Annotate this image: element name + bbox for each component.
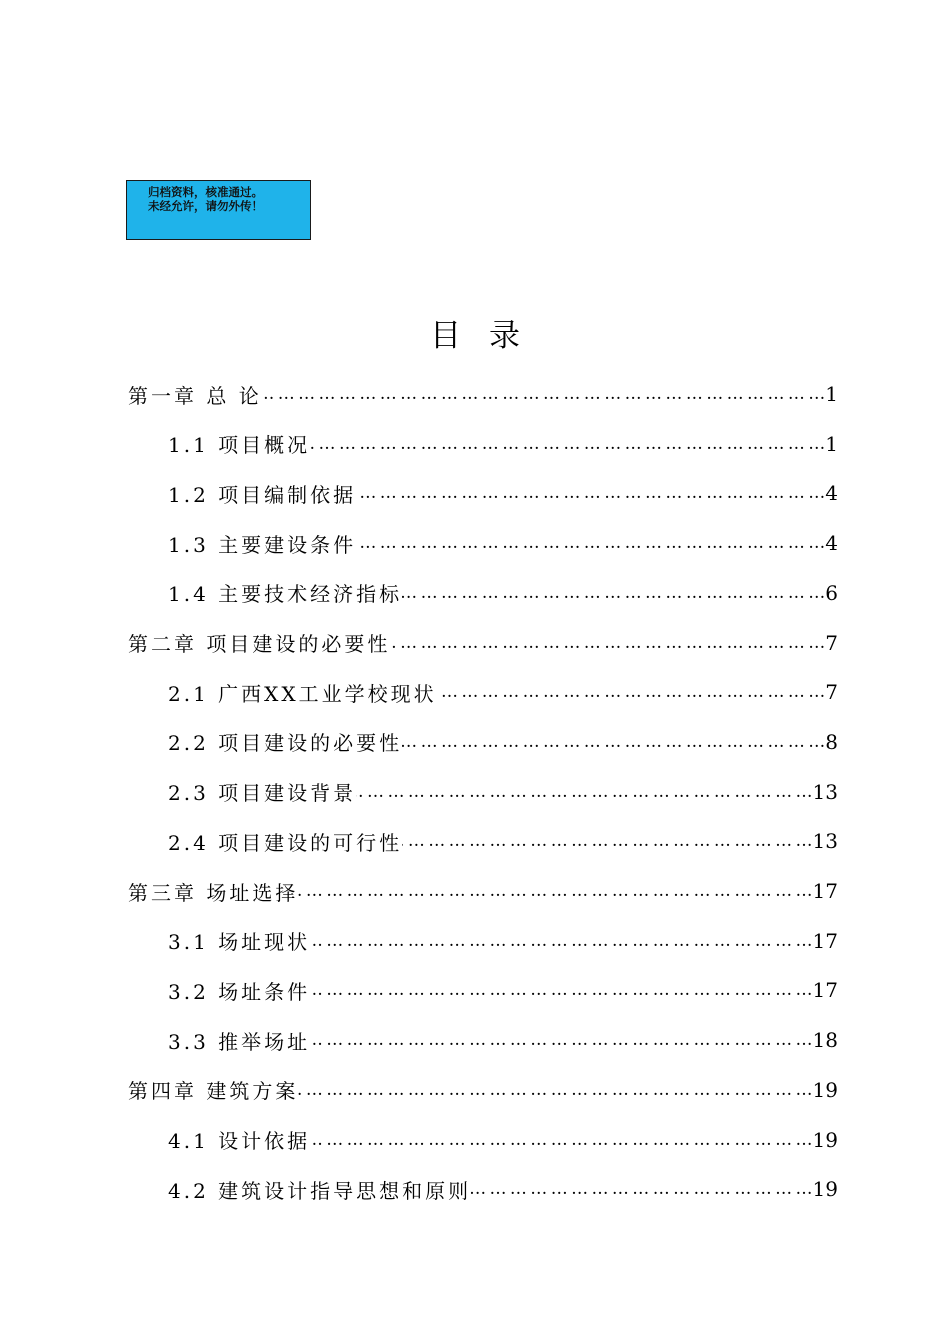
toc-section-entry[interactable] — [168, 1020, 838, 1060]
toc-entry-label: 2.4 项目建设的可行性 — [168, 830, 403, 855]
toc-entry-label: 1.1 项目概况 — [168, 433, 311, 458]
toc-dot-leader — [402, 722, 824, 762]
toc-entry-label: 3.3 推举场址 — [168, 1029, 311, 1054]
toc-dot-leader — [356, 473, 824, 513]
toc-dot-leader — [262, 374, 825, 414]
toc-entry-label: 第一章 总 论 — [128, 383, 262, 408]
toc-dot-leader — [310, 1020, 811, 1060]
toc-page-number: 1 — [825, 431, 838, 456]
toc-section-entry[interactable] — [168, 672, 838, 712]
toc-chapter-entry[interactable] — [128, 1070, 838, 1110]
toc-page-number: 4 — [825, 531, 838, 556]
toc-section-entry[interactable] — [168, 523, 838, 563]
toc-chapter-entry[interactable] — [128, 374, 838, 414]
toc-section-entry[interactable] — [168, 1120, 838, 1160]
toc-dot-leader — [310, 1120, 811, 1160]
toc-page-number: 4 — [825, 481, 838, 506]
toc-entry-label: 第四章 建筑方案 — [128, 1079, 299, 1104]
toc-entry-label: 4.1 设计依据 — [168, 1129, 311, 1153]
toc-chapter-entry[interactable] — [128, 623, 838, 663]
toc-entry-label: 第三章 场址选择 — [128, 880, 299, 905]
toc-dot-leader — [356, 523, 824, 563]
toc-dot-leader — [390, 623, 824, 663]
toc-dot-leader — [471, 1169, 811, 1209]
toc-section-entry[interactable] — [168, 921, 838, 961]
toc-section-entry[interactable] — [168, 424, 838, 464]
toc-page-number: 17 — [812, 928, 838, 953]
toc-dot-leader — [356, 772, 811, 812]
toc-entry-label: 4.2 建筑设计指导思想和原则 — [168, 1178, 472, 1203]
stamp-line-1: 归档资料，核准通过。 — [148, 185, 263, 199]
toc-entry-label: 2.1 广西XX工业学校现状 — [168, 681, 437, 706]
toc-entry-label: 1.4 主要技术经济指标 — [168, 582, 403, 607]
toc-entry-label: 2.3 项目建设背景 — [168, 781, 357, 806]
toc-page-number: 1 — [825, 382, 838, 406]
toc-dot-leader — [310, 424, 824, 464]
archive-stamp — [126, 180, 311, 240]
page-title: 目录 — [430, 318, 548, 354]
toc-section-entry[interactable] — [168, 772, 838, 812]
toc-section-entry[interactable] — [168, 473, 838, 513]
toc-page-number: 17 — [812, 879, 838, 903]
toc-entry-label: 3.2 场址条件 — [168, 979, 311, 1004]
toc-dot-leader — [310, 970, 811, 1010]
toc-entry-label: 1.3 主要建设条件 — [168, 532, 357, 557]
toc-section-entry[interactable] — [168, 970, 838, 1010]
toc-page-number: 19 — [812, 1177, 838, 1202]
toc-dot-leader — [402, 573, 824, 613]
toc-dot-leader — [310, 921, 811, 961]
toc-page-number: 13 — [812, 779, 838, 804]
toc-section-entry[interactable] — [168, 573, 838, 613]
toc-page-number: 17 — [812, 978, 838, 1003]
toc-page-number: 8 — [825, 729, 838, 754]
toc-dot-leader — [402, 821, 811, 861]
toc-entry-label: 3.1 场址现状 — [168, 930, 311, 955]
toc-page-number: 7 — [825, 680, 838, 705]
toc-page-number: 13 — [812, 829, 838, 854]
toc-page-number: 19 — [812, 1077, 838, 1102]
toc-dot-leader — [298, 1070, 811, 1110]
toc-page-number: 6 — [825, 580, 838, 605]
toc-chapter-entry[interactable] — [128, 871, 838, 911]
toc-dot-leader — [298, 871, 811, 911]
toc-page-number: 18 — [812, 1028, 838, 1053]
toc-entry-label: 2.2 项目建设的必要性 — [168, 731, 403, 756]
toc-section-entry[interactable] — [168, 1169, 838, 1209]
toc-page-number: 19 — [812, 1127, 838, 1152]
toc-section-entry[interactable] — [168, 821, 838, 861]
stamp-line-2: 未经允许，请勿外传！ — [148, 199, 263, 213]
toc-section-entry[interactable] — [168, 722, 838, 762]
toc-dot-leader — [437, 672, 825, 712]
toc-entry-label: 第二章 项目建设的必要性 — [128, 632, 391, 656]
toc-page-number: 7 — [825, 630, 838, 655]
toc-entry-label: 1.2 项目编制依据 — [168, 482, 357, 507]
